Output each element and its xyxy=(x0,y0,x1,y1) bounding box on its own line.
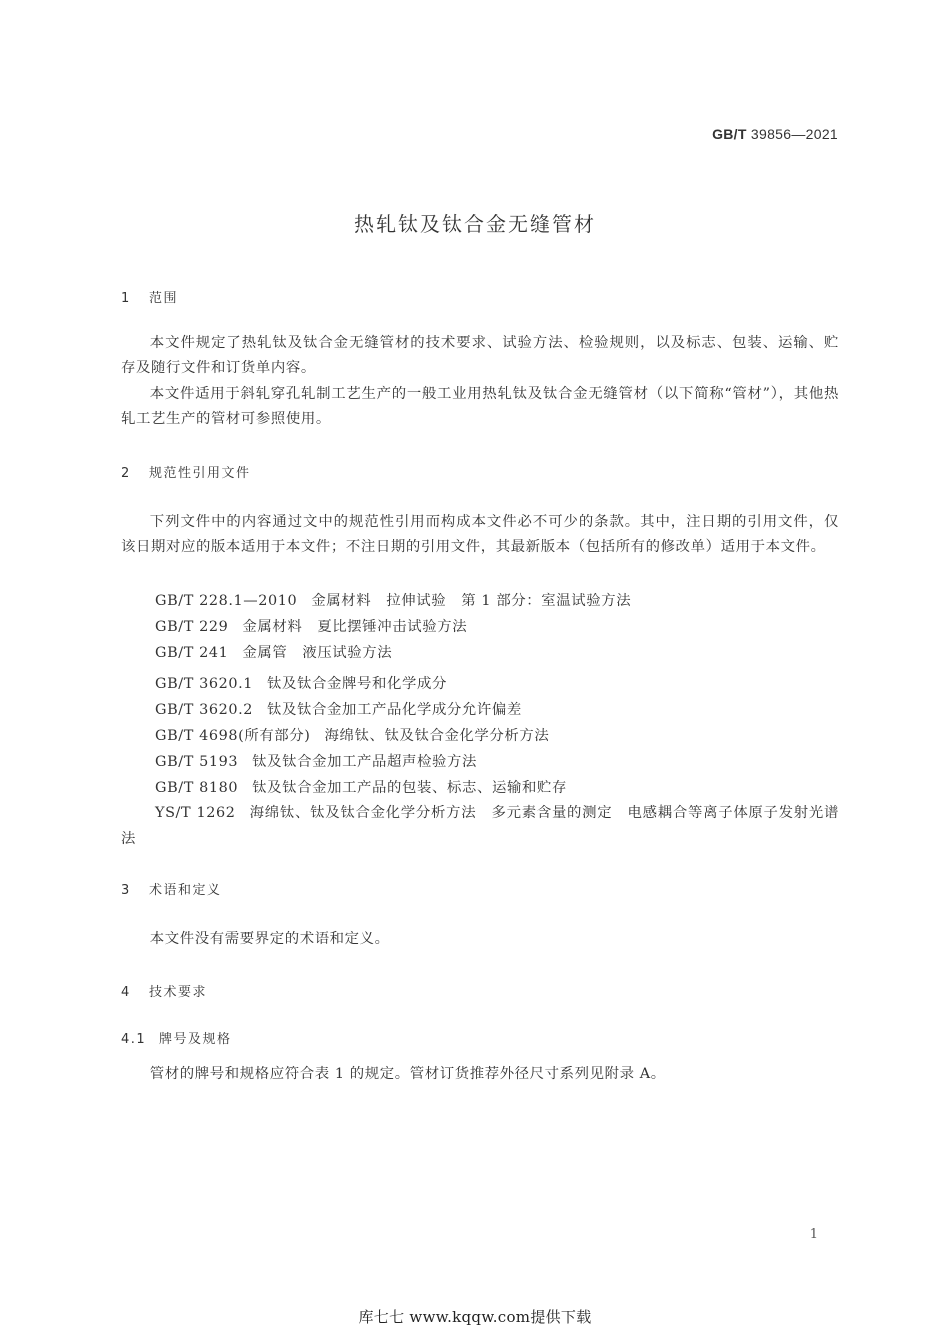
reference-item xyxy=(155,776,567,797)
section-title: 范围 xyxy=(149,291,179,306)
section-3-paragraph: 本文件没有需要界定的术语和定义。 xyxy=(149,931,390,947)
document-title: 热轧钛及钛合金无缝管材 xyxy=(354,212,596,236)
section-number: 1 xyxy=(121,291,131,306)
reference-item xyxy=(155,672,447,693)
standard-prefix: GB/T xyxy=(712,126,747,142)
section-number: 4 xyxy=(121,985,131,1000)
section-4-heading xyxy=(121,981,207,1000)
reference-item xyxy=(155,641,392,662)
reference-code: YS/T 1262 xyxy=(155,805,236,821)
reference-item xyxy=(155,724,549,745)
reference-code: GB/T 3620.2 xyxy=(155,702,254,718)
section-title: 牌号及规格 xyxy=(159,1032,232,1047)
reference-title: 海绵钛、钛及钛合金化学分析方法 xyxy=(324,728,550,744)
reference-item xyxy=(155,615,467,636)
reference-item xyxy=(155,750,477,771)
reference-code: GB/T 8180 xyxy=(155,780,239,796)
standard-code xyxy=(712,126,838,142)
reference-title: 钛及钛合金加工产品的包装、标志、运输和贮存 xyxy=(252,780,567,796)
section-4-1-heading xyxy=(121,1028,232,1047)
section-number: 3 xyxy=(121,883,131,898)
reference-title: 金属材料 夏比摆锤冲击试验方法 xyxy=(242,619,468,635)
reference-title: 海绵钛、钛及钛合金化学分析方法 多元素含量的测定 电感耦合等离子体原子发射光谱法 xyxy=(121,805,839,847)
page-number: 1 xyxy=(809,1227,818,1242)
reference-title: 金属管 液压试验方法 xyxy=(242,645,393,661)
section-3-heading xyxy=(121,879,222,898)
reference-code: GB/T 3620.1 xyxy=(155,676,254,692)
section-number: 2 xyxy=(121,466,131,481)
reference-title: 金属材料 拉伸试验 第 1 部分：室温试验方法 xyxy=(311,593,632,609)
section-1-paragraph-1: 本文件规定了热轧钛及钛合金无缝管材的技术要求、试验方法、检验规则，以及标志、包装、运输、贮存及随行文件和订货单内容。 xyxy=(121,335,839,376)
reference-code: GB/T 241 xyxy=(155,645,229,661)
section-number: 4.1 xyxy=(121,1032,147,1047)
reference-code: GB/T 5193 xyxy=(155,754,239,770)
section-2-heading xyxy=(121,462,251,481)
reference-item xyxy=(155,698,522,719)
reference-title: 钛及钛合金牌号和化学成分 xyxy=(267,676,447,692)
reference-code: GB/T 4698(所有部分) xyxy=(155,728,311,744)
standard-number: 39856—2021 xyxy=(750,126,838,142)
section-title: 规范性引用文件 xyxy=(149,466,251,481)
reference-title: 钛及钛合金加工产品超声检验方法 xyxy=(252,754,477,770)
section-title: 技术要求 xyxy=(149,985,208,1000)
section-1-paragraph-2: 本文件适用于斜轧穿孔轧制工艺生产的一般工业用热轧钛及钛合金无缝管材（以下简称“管材”），其他热轧工艺生产的管材可参照使用。 xyxy=(121,386,839,427)
section-title: 术语和定义 xyxy=(149,883,222,898)
section-4-1-paragraph: 管材的牌号和规格应符合表 1 的规定。管材订货推荐外径尺寸系列见附录 A。 xyxy=(149,1066,666,1082)
reference-item xyxy=(155,589,631,610)
section-1-heading xyxy=(121,287,178,306)
download-footer: 库七七 www.kqqw.com提供下载 xyxy=(358,1308,592,1326)
reference-code: GB/T 228.1—2010 xyxy=(155,593,298,609)
reference-title: 钛及钛合金加工产品化学成分允许偏差 xyxy=(267,702,522,718)
reference-item xyxy=(121,800,839,852)
reference-code: GB/T 229 xyxy=(155,619,229,635)
section-2-intro: 下列文件中的内容通过文中的规范性引用而构成本文件必不可少的条款。其中，注日期的引用文件，仅该日期对应的版本适用于本文件；不注日期的引用文件，其最新版本（包括所有的修改单）适用于本文件。 xyxy=(121,514,839,555)
